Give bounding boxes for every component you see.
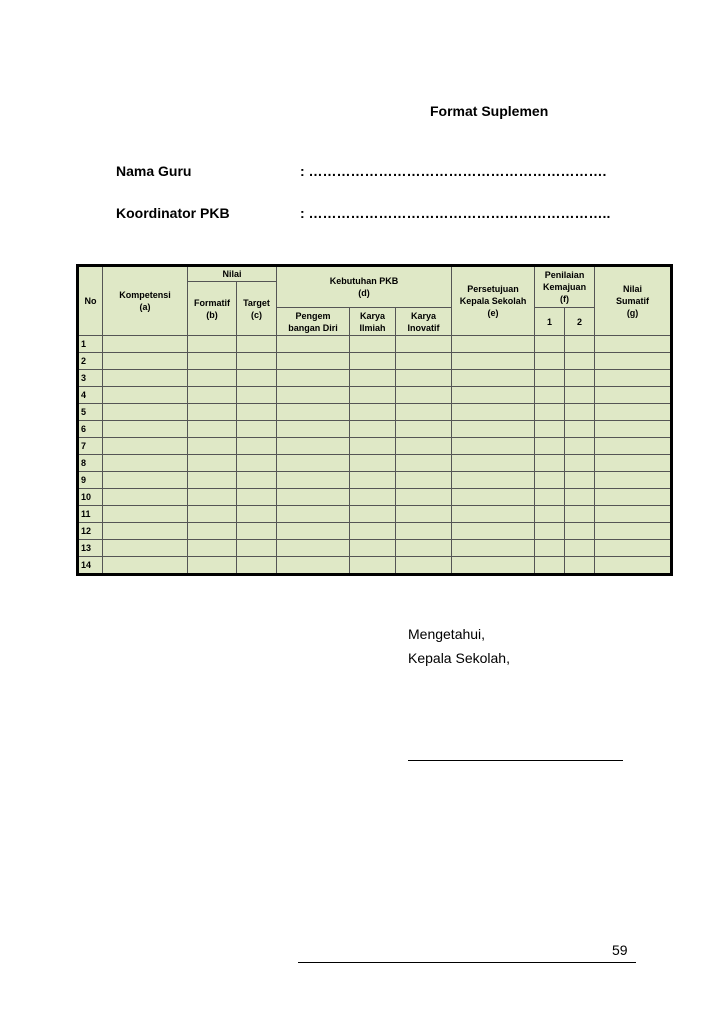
- table-row: 14: [78, 557, 672, 575]
- table-row: 13: [78, 540, 672, 557]
- header-karya-inovatif: Karya Inovatif: [396, 308, 452, 336]
- table-row: 3: [78, 370, 672, 387]
- header-penilaian-kemajuan: Penilaian Kemajuan (f): [535, 266, 595, 308]
- signature-kepala-sekolah: Kepala Sekolah,: [408, 650, 510, 666]
- table-row: 1: [78, 336, 672, 353]
- table-row: 9: [78, 472, 672, 489]
- table-row: 8: [78, 455, 672, 472]
- signature-line: [408, 760, 623, 761]
- footer-rule: [298, 962, 636, 963]
- page-number: 59: [612, 942, 628, 958]
- header-kebutuhan-pkb: Kebutuhan PKB (d): [277, 266, 452, 308]
- table-row: 10: [78, 489, 672, 506]
- header-penilaian-1: 1: [535, 308, 565, 336]
- signature-mengetahui: Mengetahui,: [408, 626, 486, 642]
- nama-guru-label: Nama Guru: [116, 163, 192, 179]
- table-row: 2: [78, 353, 672, 370]
- nama-guru-value: : ……………………………………………………….: [300, 163, 607, 179]
- header-no: No: [78, 266, 103, 336]
- header-nilai-sumatif: Nilai Sumatif (g): [595, 266, 672, 336]
- header-target: Target (c): [237, 282, 277, 336]
- table-row: 5: [78, 404, 672, 421]
- koordinator-pkb-value: : ………………………………………………………..: [300, 205, 611, 221]
- header-persetujuan: Persetujuan Kepala Sekolah (e): [452, 266, 535, 336]
- header-kompetensi: Kompetensi (a): [103, 266, 188, 336]
- table-row: 12: [78, 523, 672, 540]
- document-title: Format Suplemen: [430, 103, 549, 119]
- table-row: 6: [78, 421, 672, 438]
- table-row: 11: [78, 506, 672, 523]
- table-row: 7: [78, 438, 672, 455]
- koordinator-pkb-label: Koordinator PKB: [116, 205, 230, 221]
- header-penilaian-2: 2: [565, 308, 595, 336]
- supplement-table: [76, 264, 673, 576]
- header-karya-ilmiah: Karya Ilmiah: [350, 308, 396, 336]
- header-pengembangan-diri: Pengem bangan Diri: [277, 308, 350, 336]
- header-formatif: Formatif (b): [188, 282, 237, 336]
- header-nilai: Nilai: [188, 266, 277, 282]
- table-row: 4: [78, 387, 672, 404]
